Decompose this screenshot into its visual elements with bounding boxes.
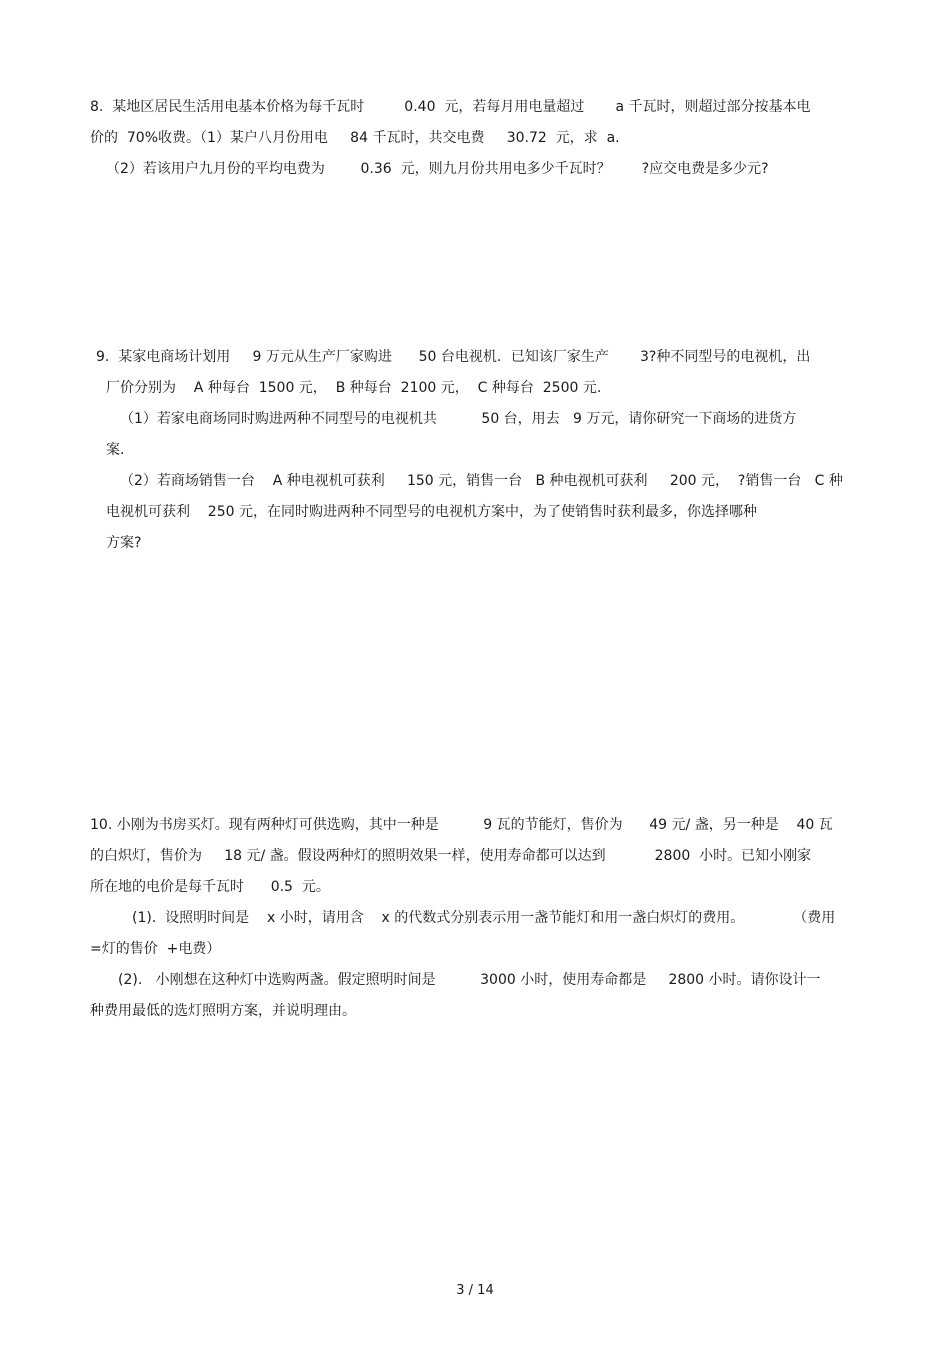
problem-9-line-2: 厂价分别为 A 种每台 1500 元， B 种每台 2100 元， C 种每台 2500 元. — [106, 380, 602, 396]
problem-9-line-3: （1）若家电商场同时购进两种不同型号的电视机共 50 台，用去 9 万元，请你研究一下商场的进货方 — [120, 411, 797, 427]
problem-10-line-7: 种费用最低的选灯照明方案，并说明理由。 — [90, 1003, 356, 1019]
problem-10-line-3: 所在地的电价是每千瓦时 0.5 元。 — [90, 879, 330, 895]
problem-10-line-6: (2). 小刚想在这种灯中选购两盏。假定照明时间是 3000 小时，使用寿命都是 2800 小时。请你设计一 — [118, 972, 821, 988]
problem-9-line-4: 案. — [106, 442, 125, 458]
problem-10-line-2: 的白炽灯，售价为 18 元/ 盏。假设两种灯的照明效果一样，使用寿命都可以达到 2800 小时。已知小刚家 — [90, 848, 812, 864]
problem-9-line-6: 电视机可获利 250 元，在同时购进两种不同型号的电视机方案中，为了使销售时获利最多，你选择哪种 — [106, 504, 757, 520]
problem-8-line-3: （2）若该用户九月份的平均电费为 0.36 元，则九月份共用电多少千瓦时？ ?应交电费是多少元? — [106, 161, 769, 177]
problem-10-line-4: (1). 设照明时间是 x 小时，请用含 x 的代数式分别表示用一盏节能灯和用一盏白炽灯的费用。 （费用 — [132, 910, 836, 926]
problem-9-line-7: 方案? — [106, 535, 142, 551]
problem-8-line-2: 价的 70%收费。（1）某户八月份用电 84 千瓦时，共交电费 30.72 元，求 a. — [90, 130, 620, 146]
problem-9-line-5: （2）若商场销售一台 A 种电视机可获利 150 元，销售一台 B 种电视机可获利 200 元， ?销售一台 C 种 — [120, 473, 843, 489]
problem-9-line-1: 9. 某家电商场计划用 9 万元从生产厂家购进 50 台电视机．已知该厂家生产 3?种不同型号的电视机，出 — [96, 349, 811, 365]
page-number: 3 / 14 — [456, 1283, 494, 1298]
problem-10-line-5: =灯的售价 +电费） — [90, 941, 221, 957]
problem-8-line-1: 8. 某地区居民生活用电基本价格为每千瓦时 0.40 元，若每月用电量超过 a 千瓦时，则超过部分按基本电 — [90, 99, 811, 115]
problem-10-line-1: 10. 小刚为书房买灯。现有两种灯可供选购，其中一种是 9 瓦的节能灯，售价为 49 元/ 盏，另一种是 40 瓦 — [90, 817, 833, 833]
